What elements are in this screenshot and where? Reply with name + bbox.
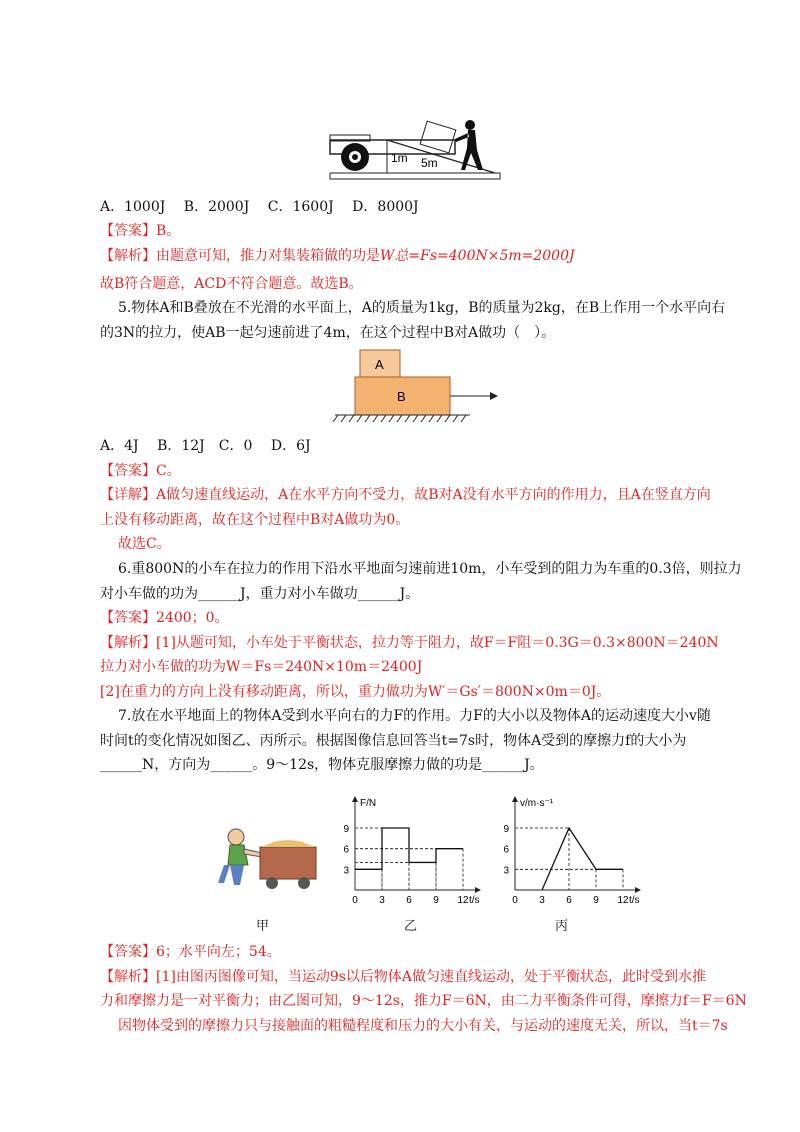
- ramp-length-label: 5m: [421, 156, 438, 170]
- q7-answer: 【答案】6；水平向左；54。: [100, 944, 281, 960]
- q4-formula: W总=Fs=400N×5m=2000J: [380, 248, 575, 264]
- caption-bing: 丙: [555, 919, 569, 934]
- velocity-chart-ytick: 6: [503, 844, 509, 856]
- q6-answer: 【答案】2400；0。: [100, 610, 229, 626]
- q5-choose: 故选C。: [118, 536, 171, 552]
- force-chart-xtick: 9: [433, 895, 439, 906]
- q4-conclusion: 故B符合题意，ACD不符合题意。故选B。: [100, 276, 363, 292]
- q5-detail-line1: 【详解】A做匀速直线运动，A在水平方向不受力，故B对A没有水平方向的作用力，且A在竖直方向: [100, 487, 711, 503]
- ramp-height-label: 1m: [391, 151, 408, 165]
- q7-stem-line3: ______N，方向为______。9～12s，物体克服摩擦力做的功是______J。: [100, 757, 544, 773]
- block-a-label: A: [375, 357, 384, 372]
- velocity-chart-xtick: 3: [539, 895, 545, 906]
- q7-analysis-line1: 【解析】[1]由图丙图像可知，当运动9s以后物体A做匀速直线运动，处于平衡状态，此时受到水推: [100, 969, 707, 985]
- q5-stem-line2: 的3N的拉力，使AB一起匀速前进了4m，在这个过程中B对A做功（ ）。: [100, 325, 556, 341]
- force-chart-xtick: 12: [457, 895, 469, 906]
- q5-answer: 【答案】C。: [100, 463, 181, 479]
- force-chart-ytick: 3: [343, 865, 349, 877]
- velocity-chart-xtick: 12: [617, 895, 629, 906]
- ramp-figure: [325, 115, 505, 185]
- velocity-time-chart: [490, 790, 650, 910]
- q7-analysis-line3: 因物体受到的摩擦力只与接触面的粗糙程度和压力的大小有关，与运动的速度无关，所以，当t＝7s: [118, 1018, 728, 1034]
- q5-options: A．4J B．12J C．0 D．6J: [100, 438, 311, 454]
- q7-stem-line1: 7.放在水平地面上的物体A受到水平向右的力F的作用。力F的大小以及物体A的运动速度大小v随: [118, 708, 711, 724]
- force-chart-y-arrow: [352, 796, 358, 802]
- force-chart-xlabel: t/s: [469, 895, 480, 906]
- force-chart-ytick: 6: [343, 844, 349, 856]
- velocity-chart-xtick: 6: [566, 895, 572, 906]
- caption-yi: 乙: [404, 919, 418, 934]
- velocity-chart-x-arrow: [635, 887, 641, 893]
- velocity-chart-ytick: 9: [503, 824, 509, 835]
- q7-stem-line2: 时间t的变化情况如图乙、丙所示。根据图像信息回答当t=7s时，物体A受到的摩擦力f的大小为: [100, 733, 687, 749]
- velocity-chart-y-arrow: [512, 796, 518, 802]
- velocity-chart-ylabel: v/m·s⁻¹: [520, 798, 554, 809]
- velocity-chart-xlabel: t/s: [629, 895, 640, 906]
- q6-stem-line2: 对小车做的功为______J，重力对小车做功______J。: [100, 586, 420, 602]
- force-time-chart: [330, 790, 490, 910]
- q7-analysis-line2: 力和摩擦力是一对平衡力；由乙图可知，9～12s，推力F＝6N，由二力平衡条件可得，摩擦力f＝F＝6N: [100, 993, 747, 1009]
- q4-options: A．1000J B．2000J C．1600J D．8000J: [100, 199, 419, 215]
- force-chart-xtick: 0: [352, 895, 358, 906]
- q6-analysis-line2: 拉力对小车做的功为W＝Fs＝240N×10m＝2400J: [100, 659, 423, 675]
- blocks-figure: [330, 345, 500, 425]
- force-chart-ytick: 9: [343, 824, 349, 835]
- force-chart-xtick: 3: [379, 895, 385, 906]
- block-b-label: B: [397, 389, 406, 404]
- q6-stem-line1: 6.重800N的小车在拉力的作用下沿水平地面匀速前进10m，小车受到的阻力为车重的0.3倍，则拉力: [118, 561, 742, 577]
- q4-answer: 【答案】B。: [100, 223, 181, 239]
- caption-jia: 甲: [256, 919, 270, 934]
- velocity-chart-xtick: 9: [593, 895, 599, 906]
- velocity-chart-ytick: 3: [503, 865, 509, 877]
- q6-analysis-line1: 【解析】[1]从题可知，小车处于平衡状态，拉力等于阻力，故F＝F阻＝0.3G＝0.3×800N＝240N: [100, 635, 719, 651]
- velocity-chart-xtick: 0: [512, 895, 518, 906]
- force-chart-ylabel: F/N: [360, 798, 377, 809]
- q5-detail-line2: 上没有移动距离，故在这个过程中B对A做功为0。: [100, 512, 410, 528]
- force-chart-x-arrow: [475, 887, 481, 893]
- q6-analysis-line3: [2]在重力的方向上没有移动距离，所以，重力做功为W′＝Gs′＝800N×0m＝0J。: [100, 684, 611, 700]
- q4-analysis: [100, 246, 575, 266]
- q4-analysis-prefix: 【解析】由题意可知，推力对集装箱做的功是: [100, 248, 380, 264]
- velocity-chart-series-line: [542, 828, 623, 890]
- force-chart-xtick: 6: [406, 895, 412, 906]
- q5-stem-line1: 5.物体A和B叠放在不光滑的水平面上，A的质量为1kg，B的质量为2kg，在B上作用一个水平向右: [118, 300, 726, 316]
- person-cart-figure: [200, 825, 320, 895]
